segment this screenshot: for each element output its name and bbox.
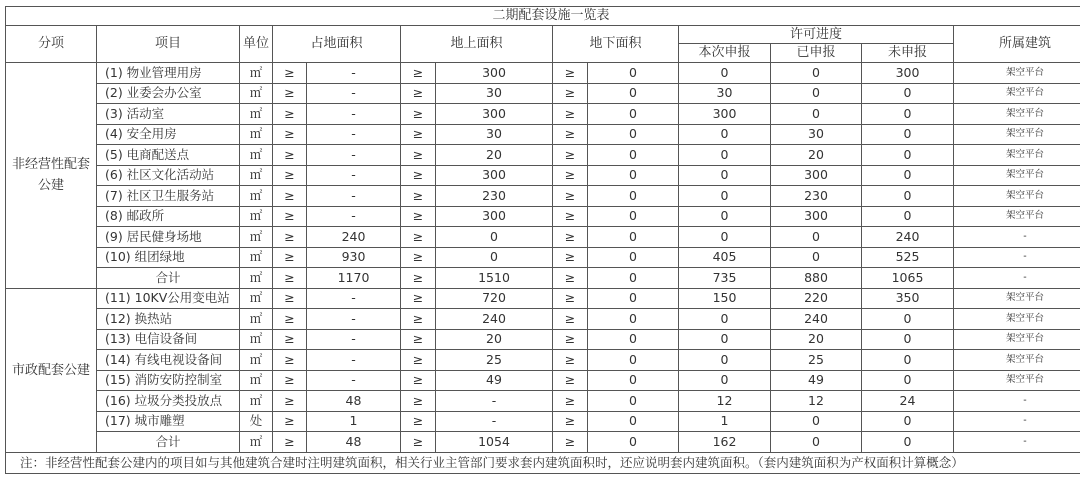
cell-below-area: 0 [588, 145, 679, 166]
cell-land-ge: ≥ [273, 104, 307, 125]
cell-item: (6) 社区文化活动站 [97, 165, 240, 186]
table-row-total [6, 432, 1080, 453]
cell-filed: 12 [771, 391, 862, 412]
cell-below-ge: ≥ [553, 370, 588, 391]
cell-below-area: 0 [588, 370, 679, 391]
cell-building: - [954, 411, 1080, 432]
cell-land-ge: ≥ [273, 309, 307, 330]
cell-unfiled: 0 [862, 432, 954, 453]
cell-land-area: 1 [307, 411, 401, 432]
cell-building: - [954, 247, 1080, 268]
cell-above-area: 30 [436, 83, 553, 104]
cell-above-ge: ≥ [401, 165, 436, 186]
cell-above-area: - [436, 391, 553, 412]
cell-filed: 240 [771, 309, 862, 330]
cell-land-area: - [307, 165, 401, 186]
cell-building: 架空平台 [954, 124, 1080, 145]
table-row [6, 350, 1080, 371]
cell-filed: 300 [771, 206, 862, 227]
cell-below-ge: ≥ [553, 63, 588, 84]
cell-item: (5) 电商配送点 [97, 145, 240, 166]
cell-unit: ㎡ [240, 247, 273, 268]
cell-land-area: 48 [307, 432, 401, 453]
cell-unit: ㎡ [240, 104, 273, 125]
cell-above-ge: ≥ [401, 329, 436, 350]
header-land-area: 占地面积 [273, 26, 401, 63]
cell-unfiled: 240 [862, 227, 954, 248]
cell-below-area: 0 [588, 165, 679, 186]
cell-land-ge: ≥ [273, 206, 307, 227]
cell-building: 架空平台 [954, 145, 1080, 166]
table-row-total [6, 268, 1080, 289]
cell-unit: ㎡ [240, 83, 273, 104]
cell-land-ge: ≥ [273, 186, 307, 207]
cell-current-filing: 0 [679, 329, 771, 350]
cell-unit: ㎡ [240, 206, 273, 227]
table-row [6, 329, 1080, 350]
cell-above-area: 20 [436, 329, 553, 350]
cell-below-area: 0 [588, 329, 679, 350]
cell-building: - [954, 432, 1080, 453]
cell-unfiled: 350 [862, 288, 954, 309]
cell-above-area: 1510 [436, 268, 553, 289]
cell-unfiled: 0 [862, 83, 954, 104]
cell-above-area: 30 [436, 124, 553, 145]
cell-filed: 0 [771, 83, 862, 104]
cell-current-filing: 405 [679, 247, 771, 268]
cell-above-ge: ≥ [401, 145, 436, 166]
table-row [6, 63, 1080, 84]
cell-below-ge: ≥ [553, 309, 588, 330]
cell-below-ge: ≥ [553, 145, 588, 166]
cell-below-ge: ≥ [553, 83, 588, 104]
header-above-area: 地上面积 [401, 26, 553, 63]
cell-current-filing: 0 [679, 165, 771, 186]
cell-unfiled: 0 [862, 350, 954, 371]
table-title: 二期配套设施一览表 [6, 7, 1080, 26]
cell-filed: 49 [771, 370, 862, 391]
cell-below-area: 0 [588, 186, 679, 207]
cell-current-filing: 162 [679, 432, 771, 453]
cell-item: (3) 活动室 [97, 104, 240, 125]
cell-land-area: - [307, 104, 401, 125]
cell-unfiled: 0 [862, 145, 954, 166]
cell-building: 架空平台 [954, 104, 1080, 125]
cell-current-filing: 30 [679, 83, 771, 104]
table-row [6, 165, 1080, 186]
cell-current-filing: 0 [679, 206, 771, 227]
cell-above-ge: ≥ [401, 288, 436, 309]
cell-building: - [954, 268, 1080, 289]
header-unfiled: 未申报 [862, 44, 954, 63]
cell-above-area: 230 [436, 186, 553, 207]
cell-item: 合计 [97, 432, 240, 453]
cell-item: (7) 社区卫生服务站 [97, 186, 240, 207]
cell-land-ge: ≥ [273, 432, 307, 453]
cell-below-ge: ≥ [553, 247, 588, 268]
cell-land-ge: ≥ [273, 370, 307, 391]
cell-unfiled: 0 [862, 104, 954, 125]
cell-below-area: 0 [588, 391, 679, 412]
cell-current-filing: 0 [679, 124, 771, 145]
cell-land-ge: ≥ [273, 227, 307, 248]
cell-above-area: - [436, 411, 553, 432]
cell-unfiled: 300 [862, 63, 954, 84]
cell-current-filing: 1 [679, 411, 771, 432]
cell-current-filing: 0 [679, 227, 771, 248]
cell-filed: 30 [771, 124, 862, 145]
cell-unit: ㎡ [240, 329, 273, 350]
cell-below-ge: ≥ [553, 391, 588, 412]
cell-unit: ㎡ [240, 288, 273, 309]
facility-table-container [5, 6, 1076, 474]
cell-above-area: 300 [436, 104, 553, 125]
facility-table [5, 6, 1080, 474]
cell-below-area: 0 [588, 288, 679, 309]
cell-building: 架空平台 [954, 165, 1080, 186]
cell-below-area: 0 [588, 268, 679, 289]
cell-building: 架空平台 [954, 309, 1080, 330]
table-body [6, 63, 1080, 453]
cell-land-area: 48 [307, 391, 401, 412]
cell-land-area: 240 [307, 227, 401, 248]
cell-building: - [954, 391, 1080, 412]
cell-land-ge: ≥ [273, 247, 307, 268]
cell-below-area: 0 [588, 309, 679, 330]
cell-land-area: - [307, 145, 401, 166]
cell-unfiled: 0 [862, 186, 954, 207]
cell-category: 非经营性配套公建 [6, 63, 97, 289]
cell-current-filing: 0 [679, 370, 771, 391]
table-note: 注：非经营性配套公建内的项目如与其他建筑合建时注明建筑面积，相关行业主管部门要求套内建筑面积时，还应说明套内建筑面积。（套内建筑面积为产权面积计算概念） [6, 452, 1080, 473]
cell-building: 架空平台 [954, 288, 1080, 309]
cell-unit: ㎡ [240, 432, 273, 453]
cell-land-area: 1170 [307, 268, 401, 289]
cell-above-ge: ≥ [401, 247, 436, 268]
cell-item: (15) 消防安防控制室 [97, 370, 240, 391]
cell-above-ge: ≥ [401, 432, 436, 453]
cell-item: (12) 换热站 [97, 309, 240, 330]
cell-land-area: - [307, 309, 401, 330]
cell-land-ge: ≥ [273, 411, 307, 432]
cell-below-area: 0 [588, 63, 679, 84]
header-unit: 单位 [240, 26, 273, 63]
cell-item: (16) 垃圾分类投放点 [97, 391, 240, 412]
cell-below-ge: ≥ [553, 186, 588, 207]
table-row [6, 104, 1080, 125]
cell-above-ge: ≥ [401, 206, 436, 227]
cell-current-filing: 0 [679, 145, 771, 166]
table-row [6, 391, 1080, 412]
cell-filed: 220 [771, 288, 862, 309]
cell-current-filing: 12 [679, 391, 771, 412]
cell-filed: 0 [771, 247, 862, 268]
cell-current-filing: 0 [679, 309, 771, 330]
cell-building: 架空平台 [954, 329, 1080, 350]
cell-below-ge: ≥ [553, 432, 588, 453]
cell-building: 架空平台 [954, 350, 1080, 371]
cell-item: (13) 电信设备间 [97, 329, 240, 350]
cell-current-filing: 0 [679, 186, 771, 207]
cell-below-area: 0 [588, 350, 679, 371]
cell-above-ge: ≥ [401, 268, 436, 289]
cell-above-ge: ≥ [401, 350, 436, 371]
cell-filed: 880 [771, 268, 862, 289]
cell-above-area: 0 [436, 247, 553, 268]
cell-below-area: 0 [588, 124, 679, 145]
cell-current-filing: 300 [679, 104, 771, 125]
cell-filed: 230 [771, 186, 862, 207]
cell-above-ge: ≥ [401, 186, 436, 207]
cell-unfiled: 0 [862, 411, 954, 432]
cell-above-area: 25 [436, 350, 553, 371]
header-below-area: 地下面积 [553, 26, 679, 63]
table-row [6, 206, 1080, 227]
table-row [6, 411, 1080, 432]
cell-above-ge: ≥ [401, 309, 436, 330]
cell-above-area: 240 [436, 309, 553, 330]
cell-unfiled: 1065 [862, 268, 954, 289]
cell-below-ge: ≥ [553, 124, 588, 145]
cell-item: (4) 安全用房 [97, 124, 240, 145]
cell-below-ge: ≥ [553, 329, 588, 350]
cell-land-ge: ≥ [273, 268, 307, 289]
cell-unfiled: 0 [862, 165, 954, 186]
cell-filed: 0 [771, 227, 862, 248]
cell-above-area: 20 [436, 145, 553, 166]
cell-below-area: 0 [588, 247, 679, 268]
cell-item: (8) 邮政所 [97, 206, 240, 227]
cell-filed: 20 [771, 145, 862, 166]
table-row [6, 83, 1080, 104]
cell-above-area: 300 [436, 206, 553, 227]
cell-below-area: 0 [588, 411, 679, 432]
cell-category: 市政配套公建 [6, 288, 97, 452]
cell-above-area: 720 [436, 288, 553, 309]
cell-below-ge: ≥ [553, 268, 588, 289]
cell-filed: 0 [771, 411, 862, 432]
cell-land-ge: ≥ [273, 165, 307, 186]
cell-above-ge: ≥ [401, 370, 436, 391]
cell-land-ge: ≥ [273, 145, 307, 166]
table-row [6, 370, 1080, 391]
cell-above-ge: ≥ [401, 63, 436, 84]
cell-filed: 25 [771, 350, 862, 371]
table-row [6, 227, 1080, 248]
cell-unit: ㎡ [240, 145, 273, 166]
cell-land-area: - [307, 206, 401, 227]
cell-above-ge: ≥ [401, 391, 436, 412]
cell-unfiled: 0 [862, 370, 954, 391]
cell-filed: 0 [771, 104, 862, 125]
cell-unit: ㎡ [240, 165, 273, 186]
cell-above-ge: ≥ [401, 83, 436, 104]
cell-below-ge: ≥ [553, 411, 588, 432]
table-row [6, 145, 1080, 166]
cell-filed: 0 [771, 432, 862, 453]
cell-land-area: - [307, 124, 401, 145]
cell-item: (17) 城市雕塑 [97, 411, 240, 432]
header-item: 项目 [97, 26, 240, 63]
cell-below-ge: ≥ [553, 206, 588, 227]
cell-item: (9) 居民健身场地 [97, 227, 240, 248]
cell-unit: ㎡ [240, 309, 273, 330]
cell-land-area: - [307, 186, 401, 207]
cell-below-ge: ≥ [553, 165, 588, 186]
cell-unit: ㎡ [240, 227, 273, 248]
cell-current-filing: 0 [679, 350, 771, 371]
cell-below-ge: ≥ [553, 227, 588, 248]
cell-above-area: 0 [436, 227, 553, 248]
cell-below-ge: ≥ [553, 104, 588, 125]
cell-current-filing: 0 [679, 63, 771, 84]
table-row [6, 247, 1080, 268]
cell-filed: 0 [771, 63, 862, 84]
cell-unfiled: 0 [862, 124, 954, 145]
cell-land-area: - [307, 63, 401, 84]
cell-item: 合计 [97, 268, 240, 289]
cell-item: (2) 业委会办公室 [97, 83, 240, 104]
header-permit-progress: 许可进度 [679, 26, 954, 44]
header-building: 所属建筑 [954, 26, 1080, 63]
cell-below-area: 0 [588, 206, 679, 227]
cell-land-area: - [307, 370, 401, 391]
cell-above-ge: ≥ [401, 104, 436, 125]
cell-unfiled: 525 [862, 247, 954, 268]
header-category: 分项 [6, 26, 97, 63]
header-filed: 已申报 [771, 44, 862, 63]
cell-below-area: 0 [588, 104, 679, 125]
cell-current-filing: 735 [679, 268, 771, 289]
cell-land-ge: ≥ [273, 350, 307, 371]
cell-land-ge: ≥ [273, 63, 307, 84]
table-row [6, 186, 1080, 207]
cell-unfiled: 0 [862, 309, 954, 330]
cell-unit: ㎡ [240, 350, 273, 371]
cell-unit: ㎡ [240, 186, 273, 207]
cell-land-area: 930 [307, 247, 401, 268]
cell-above-ge: ≥ [401, 227, 436, 248]
cell-building: 架空平台 [954, 186, 1080, 207]
cell-below-ge: ≥ [553, 350, 588, 371]
cell-building: 架空平台 [954, 206, 1080, 227]
cell-unit: ㎡ [240, 124, 273, 145]
cell-unit: ㎡ [240, 63, 273, 84]
cell-land-ge: ≥ [273, 124, 307, 145]
cell-building: 架空平台 [954, 63, 1080, 84]
cell-unfiled: 24 [862, 391, 954, 412]
cell-below-area: 0 [588, 432, 679, 453]
table-row [6, 309, 1080, 330]
cell-above-area: 300 [436, 63, 553, 84]
cell-land-area: - [307, 83, 401, 104]
cell-building: - [954, 227, 1080, 248]
cell-above-area: 1054 [436, 432, 553, 453]
cell-filed: 300 [771, 165, 862, 186]
cell-item: (11) 10KV公用变电站 [97, 288, 240, 309]
cell-land-ge: ≥ [273, 391, 307, 412]
cell-below-area: 0 [588, 227, 679, 248]
cell-unfiled: 0 [862, 329, 954, 350]
cell-filed: 20 [771, 329, 862, 350]
cell-land-area: - [307, 329, 401, 350]
cell-above-ge: ≥ [401, 124, 436, 145]
cell-land-area: - [307, 288, 401, 309]
cell-land-ge: ≥ [273, 329, 307, 350]
cell-land-ge: ≥ [273, 83, 307, 104]
cell-building: 架空平台 [954, 83, 1080, 104]
cell-item: (1) 物业管理用房 [97, 63, 240, 84]
cell-land-area: - [307, 350, 401, 371]
cell-item: (10) 组团绿地 [97, 247, 240, 268]
cell-unit: ㎡ [240, 391, 273, 412]
table-row [6, 288, 1080, 309]
cell-current-filing: 150 [679, 288, 771, 309]
cell-above-ge: ≥ [401, 411, 436, 432]
cell-unfiled: 0 [862, 206, 954, 227]
cell-unit: ㎡ [240, 370, 273, 391]
header-current-filing: 本次申报 [679, 44, 771, 63]
cell-building: 架空平台 [954, 370, 1080, 391]
cell-land-ge: ≥ [273, 288, 307, 309]
table-row [6, 124, 1080, 145]
cell-item: (14) 有线电视设备间 [97, 350, 240, 371]
cell-unit: ㎡ [240, 268, 273, 289]
cell-below-area: 0 [588, 83, 679, 104]
cell-below-ge: ≥ [553, 288, 588, 309]
cell-unit: 处 [240, 411, 273, 432]
cell-above-area: 49 [436, 370, 553, 391]
cell-above-area: 300 [436, 165, 553, 186]
